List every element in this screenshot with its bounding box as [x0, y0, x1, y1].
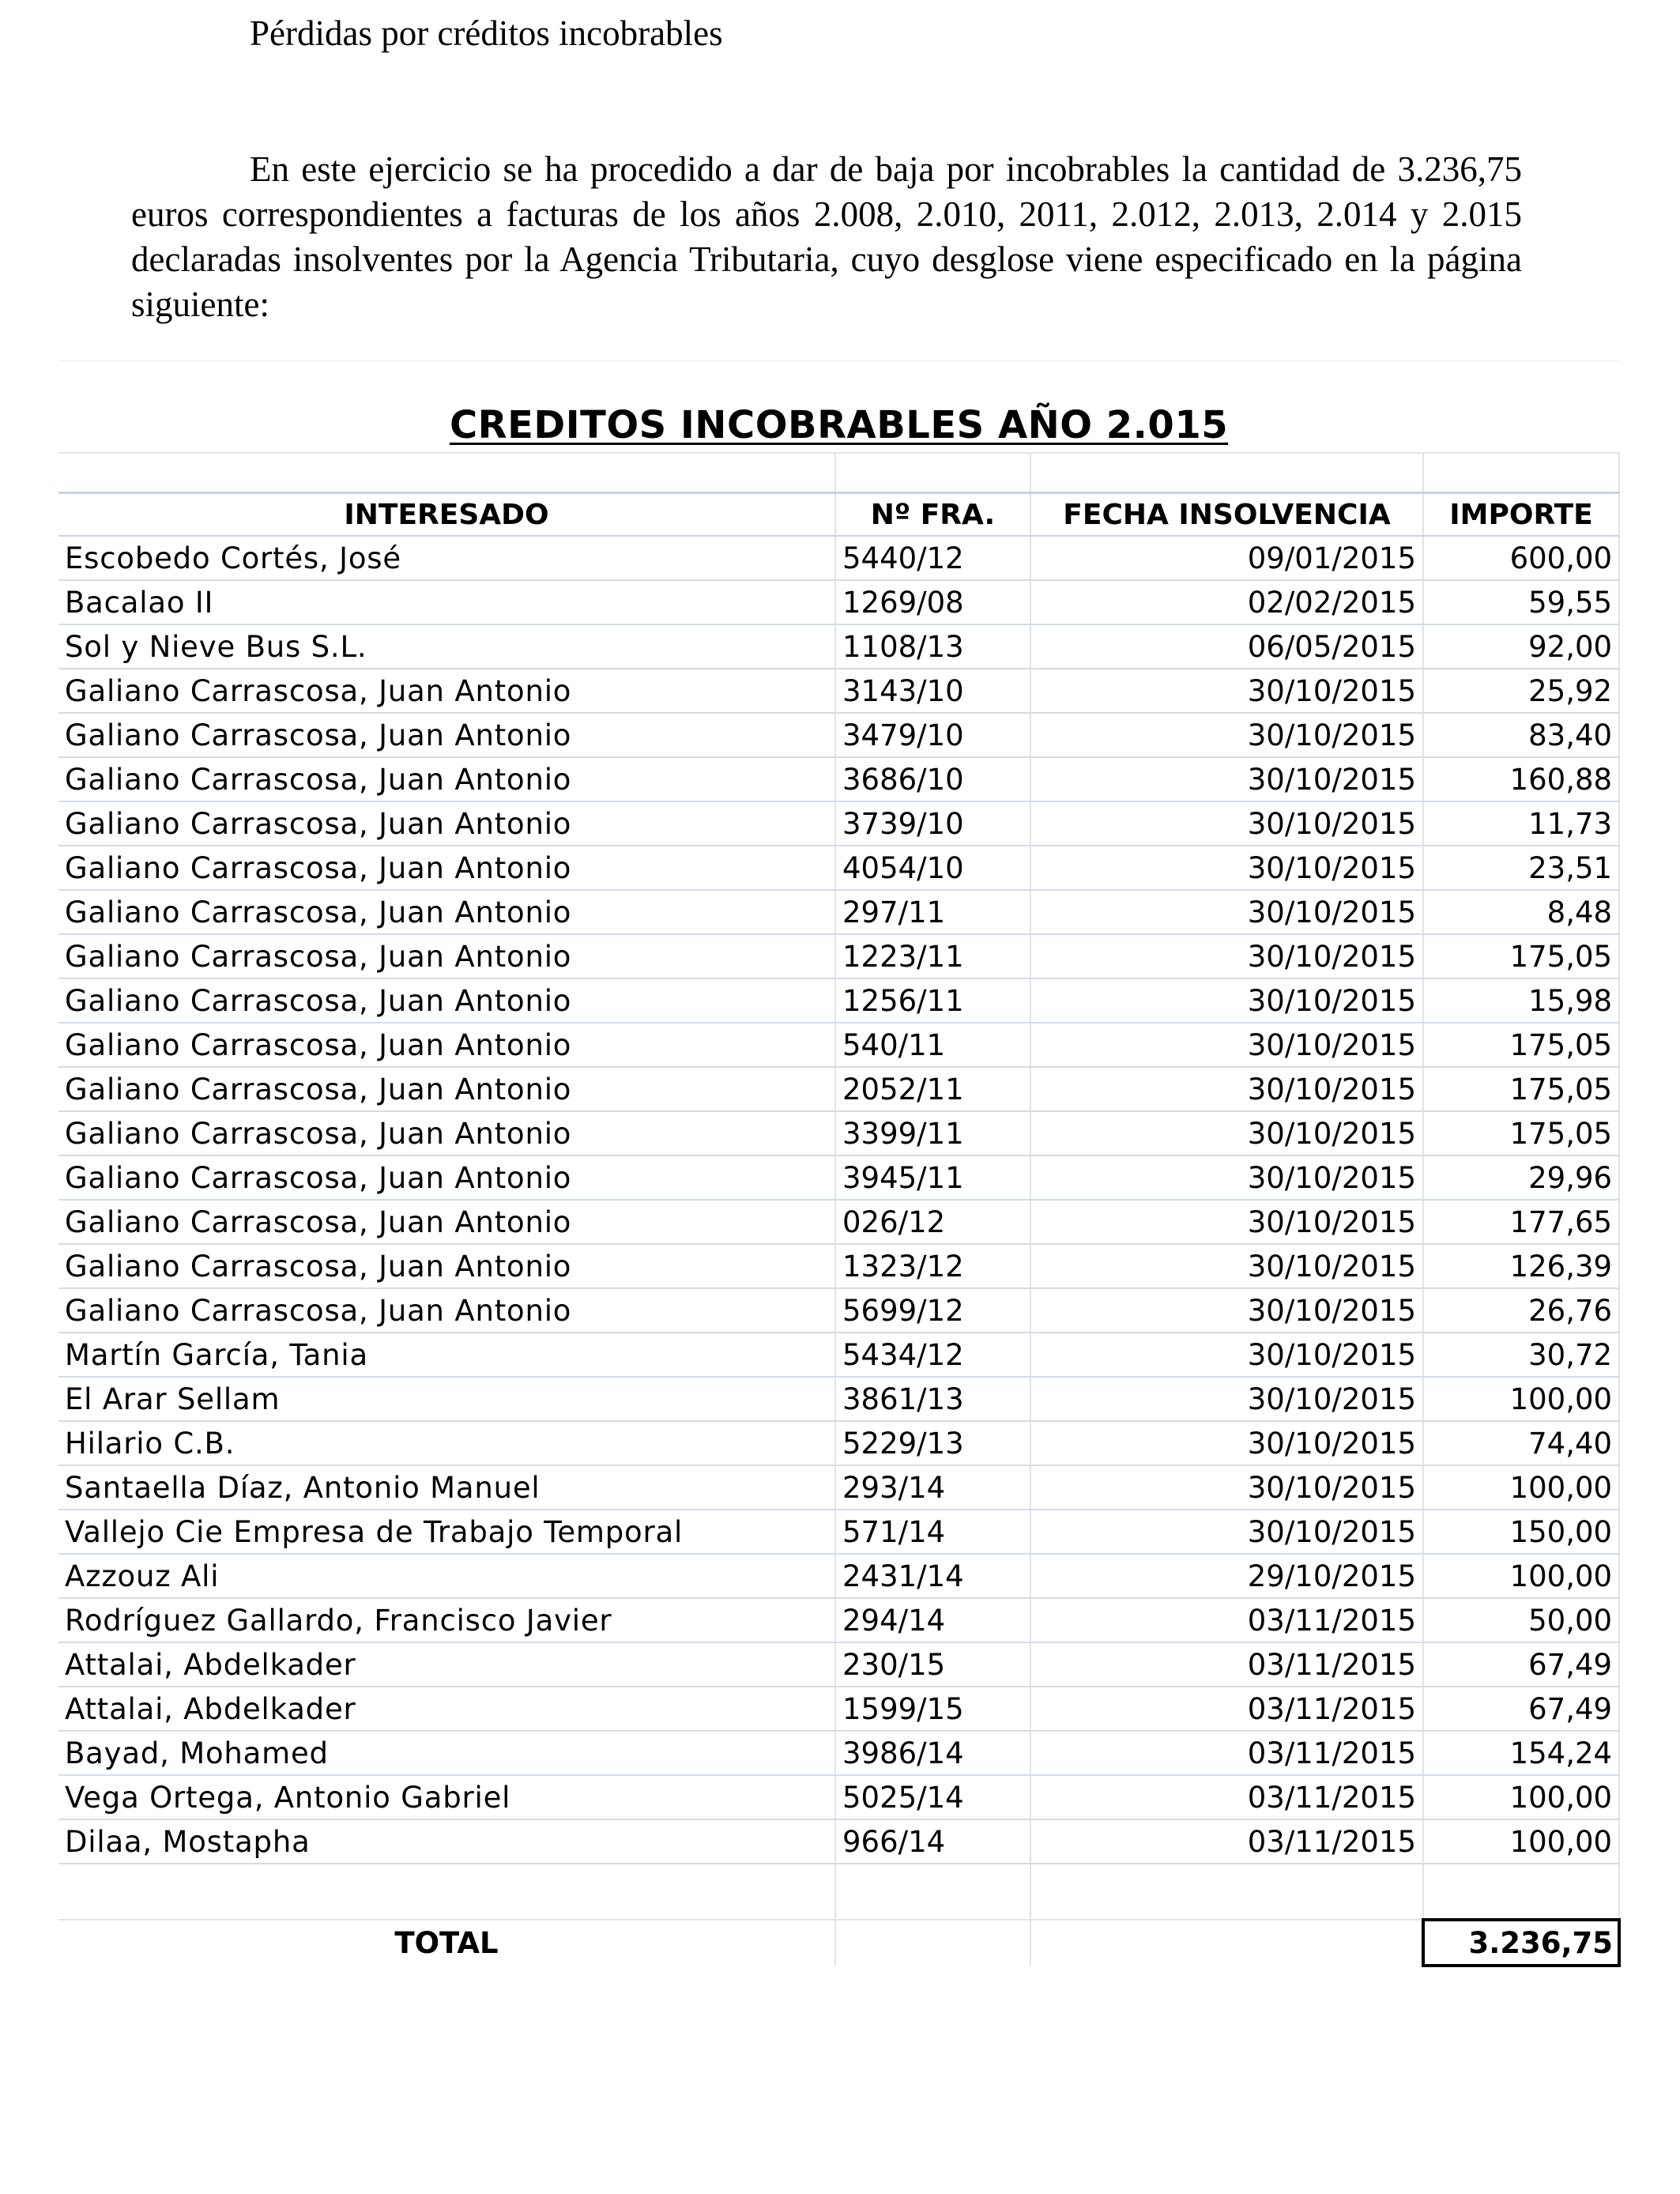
cell-numero-factura: 230/15 [835, 1642, 1030, 1687]
table-row [58, 757, 1619, 801]
cell-numero-factura: 3143/10 [835, 669, 1030, 713]
cell-fecha-insolvencia: 30/10/2015 [1030, 1421, 1423, 1465]
cell-fecha-insolvencia: 30/10/2015 [1030, 1155, 1423, 1200]
cell-importe: 74,40 [1423, 1421, 1619, 1465]
cell-numero-factura: 3686/10 [835, 757, 1030, 801]
table-row [58, 1155, 1619, 1200]
table-row [58, 1111, 1619, 1155]
cell-fecha-insolvencia: 03/11/2015 [1030, 1687, 1423, 1731]
table-row [58, 669, 1619, 713]
cell-interesado: Galiano Carrascosa, Juan Antonio [58, 978, 835, 1023]
cell-interesado: Vega Ortega, Antonio Gabriel [58, 1775, 835, 1819]
spacer-row [58, 453, 1619, 493]
cell-interesado: Galiano Carrascosa, Juan Antonio [58, 890, 835, 934]
cell-interesado: Bayad, Mohamed [58, 1731, 835, 1775]
column-header-importe: IMPORTE [1423, 493, 1619, 537]
cell-numero-factura: 3861/13 [835, 1377, 1030, 1421]
column-header-numero-factura: Nº FRA. [835, 493, 1030, 537]
cell-interesado: Galiano Carrascosa, Juan Antonio [58, 1067, 835, 1111]
cell-numero-factura: 571/14 [835, 1510, 1030, 1554]
cell-fecha-insolvencia: 29/10/2015 [1030, 1554, 1423, 1598]
cell-importe: 11,73 [1423, 801, 1619, 846]
cell-numero-factura: 3986/14 [835, 1731, 1030, 1775]
table-row [58, 1510, 1619, 1554]
cell-importe: 100,00 [1423, 1377, 1619, 1421]
cell-fecha-insolvencia: 03/11/2015 [1030, 1819, 1423, 1864]
cell-numero-factura: 5699/12 [835, 1288, 1030, 1333]
cell-importe: 100,00 [1423, 1819, 1619, 1864]
cell-importe: 83,40 [1423, 713, 1619, 757]
cell-interesado: Santaella Díaz, Antonio Manuel [58, 1465, 835, 1510]
table-title-row [58, 361, 1619, 454]
cell-numero-factura: 5229/13 [835, 1421, 1030, 1465]
cell-interesado: Galiano Carrascosa, Juan Antonio [58, 669, 835, 713]
total-value: 3.236,75 [1423, 1920, 1619, 1966]
cell-fecha-insolvencia: 03/11/2015 [1030, 1775, 1423, 1819]
cell-importe: 67,49 [1423, 1687, 1619, 1731]
table-row [58, 1731, 1619, 1775]
table-row [58, 580, 1619, 624]
cell-fecha-insolvencia: 03/11/2015 [1030, 1598, 1423, 1642]
cell-numero-factura: 5440/12 [835, 536, 1030, 580]
cell-fecha-insolvencia: 30/10/2015 [1030, 1111, 1423, 1155]
cell-fecha-insolvencia: 02/02/2015 [1030, 580, 1423, 624]
cell-interesado: Galiano Carrascosa, Juan Antonio [58, 1244, 835, 1288]
table-title: CREDITOS INCOBRABLES AÑO 2.015 [449, 403, 1229, 447]
table-row [58, 1200, 1619, 1244]
cell-fecha-insolvencia: 30/10/2015 [1030, 934, 1423, 978]
cell-fecha-insolvencia: 09/01/2015 [1030, 536, 1423, 580]
cell-importe: 26,76 [1423, 1288, 1619, 1333]
column-header-row [58, 493, 1619, 537]
cell-interesado: Bacalao II [58, 580, 835, 624]
cell-fecha-insolvencia: 30/10/2015 [1030, 713, 1423, 757]
cell-fecha-insolvencia: 30/10/2015 [1030, 1067, 1423, 1111]
cell-numero-factura: 5025/14 [835, 1775, 1030, 1819]
cell-importe: 160,88 [1423, 757, 1619, 801]
cell-importe: 15,98 [1423, 978, 1619, 1023]
cell-interesado: Galiano Carrascosa, Juan Antonio [58, 757, 835, 801]
table-row [58, 1377, 1619, 1421]
cell-interesado: Attalai, Abdelkader [58, 1642, 835, 1687]
cell-numero-factura: 966/14 [835, 1819, 1030, 1864]
cell-interesado: Galiano Carrascosa, Juan Antonio [58, 1155, 835, 1200]
table-row [58, 846, 1619, 890]
cell-interesado: Attalai, Abdelkader [58, 1687, 835, 1731]
cell-interesado: Galiano Carrascosa, Juan Antonio [58, 1288, 835, 1333]
column-header-interesado: INTERESADO [58, 493, 835, 537]
cell-fecha-insolvencia: 30/10/2015 [1030, 1333, 1423, 1377]
table-row [58, 890, 1619, 934]
cell-numero-factura: 3479/10 [835, 713, 1030, 757]
cell-interesado: Galiano Carrascosa, Juan Antonio [58, 801, 835, 846]
cell-importe: 175,05 [1423, 1023, 1619, 1067]
cell-interesado: Dilaa, Mostapha [58, 1819, 835, 1864]
cell-numero-factura: 1108/13 [835, 624, 1030, 669]
cell-importe: 67,49 [1423, 1642, 1619, 1687]
cell-interesado: Galiano Carrascosa, Juan Antonio [58, 1200, 835, 1244]
cell-interesado: Azzouz Ali [58, 1554, 835, 1598]
cell-importe: 30,72 [1423, 1333, 1619, 1377]
cell-fecha-insolvencia: 30/10/2015 [1030, 1023, 1423, 1067]
cell-interesado: Hilario C.B. [58, 1421, 835, 1465]
cell-numero-factura: 5434/12 [835, 1333, 1030, 1377]
cell-numero-factura: 1269/08 [835, 580, 1030, 624]
cell-importe: 92,00 [1423, 624, 1619, 669]
cell-importe: 154,24 [1423, 1731, 1619, 1775]
cell-importe: 600,00 [1423, 536, 1619, 580]
cell-numero-factura: 297/11 [835, 890, 1030, 934]
cell-fecha-insolvencia: 30/10/2015 [1030, 1465, 1423, 1510]
cell-interesado: Galiano Carrascosa, Juan Antonio [58, 713, 835, 757]
cell-importe: 175,05 [1423, 1067, 1619, 1111]
body-paragraph: En este ejercicio se ha procedido a dar de baja por incobrables la cantidad de 3.236,75 euros correspondientes a facturas de los años 2.008, 2.010, 2011, 2.012, 2.013, 2.014 y 2.015 declaradas insolventes por la Agencia Tributaria, cuyo desglose viene especificado en la página siguiente: [131, 149, 1522, 324]
table-row [58, 1333, 1619, 1377]
cell-interesado: Galiano Carrascosa, Juan Antonio [58, 1023, 835, 1067]
cell-numero-factura: 2052/11 [835, 1067, 1030, 1111]
spreadsheet-table [58, 360, 1619, 1967]
cell-importe: 25,92 [1423, 669, 1619, 713]
cell-importe: 126,39 [1423, 1244, 1619, 1288]
section-heading: Pérdidas por créditos incobrables [250, 13, 723, 53]
cell-fecha-insolvencia: 30/10/2015 [1030, 757, 1423, 801]
cell-importe: 175,05 [1423, 1111, 1619, 1155]
cell-numero-factura: 3945/11 [835, 1155, 1030, 1200]
cell-numero-factura: 1256/11 [835, 978, 1030, 1023]
cell-fecha-insolvencia: 30/10/2015 [1030, 669, 1423, 713]
total-row [58, 1920, 1619, 1966]
cell-importe: 100,00 [1423, 1554, 1619, 1598]
cell-interesado: Galiano Carrascosa, Juan Antonio [58, 1111, 835, 1155]
cell-interesado: Rodríguez Gallardo, Francisco Javier [58, 1598, 835, 1642]
cell-interesado: El Arar Sellam [58, 1377, 835, 1421]
cell-numero-factura: 293/14 [835, 1465, 1030, 1510]
table-row [58, 1023, 1619, 1067]
table-row [58, 1554, 1619, 1598]
table-row [58, 1421, 1619, 1465]
cell-fecha-insolvencia: 03/11/2015 [1030, 1642, 1423, 1687]
cell-interesado: Escobedo Cortés, José [58, 536, 835, 580]
cell-importe: 177,65 [1423, 1200, 1619, 1244]
cell-numero-factura: 294/14 [835, 1598, 1030, 1642]
cell-numero-factura: 540/11 [835, 1023, 1030, 1067]
cell-importe: 23,51 [1423, 846, 1619, 890]
cell-importe: 150,00 [1423, 1510, 1619, 1554]
cell-fecha-insolvencia: 30/10/2015 [1030, 801, 1423, 846]
cell-fecha-insolvencia: 30/10/2015 [1030, 978, 1423, 1023]
cell-importe: 175,05 [1423, 934, 1619, 978]
table-row [58, 1687, 1619, 1731]
cell-fecha-insolvencia: 06/05/2015 [1030, 624, 1423, 669]
table-row [58, 1598, 1619, 1642]
cell-fecha-insolvencia: 30/10/2015 [1030, 1200, 1423, 1244]
table-row [58, 1244, 1619, 1288]
cell-importe: 100,00 [1423, 1465, 1619, 1510]
cell-numero-factura: 026/12 [835, 1200, 1030, 1244]
table-row [58, 1288, 1619, 1333]
table-row [58, 978, 1619, 1023]
cell-importe: 8,48 [1423, 890, 1619, 934]
table-row [58, 624, 1619, 669]
spacer-row [58, 1864, 1619, 1920]
table-row [58, 1775, 1619, 1819]
cell-numero-factura: 4054/10 [835, 846, 1030, 890]
cell-importe: 59,55 [1423, 580, 1619, 624]
cell-interesado: Sol y Nieve Bus S.L. [58, 624, 835, 669]
cell-numero-factura: 1223/11 [835, 934, 1030, 978]
table-row [58, 1465, 1619, 1510]
cell-fecha-insolvencia: 30/10/2015 [1030, 846, 1423, 890]
cell-fecha-insolvencia: 03/11/2015 [1030, 1731, 1423, 1775]
total-label: TOTAL [58, 1920, 835, 1966]
cell-numero-factura: 3399/11 [835, 1111, 1030, 1155]
cell-importe: 100,00 [1423, 1775, 1619, 1819]
cell-interesado: Vallejo Cie Empresa de Trabajo Temporal [58, 1510, 835, 1554]
table-row [58, 934, 1619, 978]
cell-fecha-insolvencia: 30/10/2015 [1030, 890, 1423, 934]
cell-interesado: Galiano Carrascosa, Juan Antonio [58, 934, 835, 978]
cell-fecha-insolvencia: 30/10/2015 [1030, 1377, 1423, 1421]
cell-numero-factura: 2431/14 [835, 1554, 1030, 1598]
bad-debts-table [58, 360, 1621, 1967]
cell-importe: 50,00 [1423, 1598, 1619, 1642]
cell-numero-factura: 1323/12 [835, 1244, 1030, 1288]
table-row [58, 1642, 1619, 1687]
table-row [58, 1819, 1619, 1864]
cell-importe: 29,96 [1423, 1155, 1619, 1200]
table-row [58, 801, 1619, 846]
cell-fecha-insolvencia: 30/10/2015 [1030, 1288, 1423, 1333]
cell-fecha-insolvencia: 30/10/2015 [1030, 1510, 1423, 1554]
cell-fecha-insolvencia: 30/10/2015 [1030, 1244, 1423, 1288]
table-row [58, 713, 1619, 757]
column-header-fecha-insolvencia: FECHA INSOLVENCIA [1030, 493, 1423, 537]
table-row [58, 536, 1619, 580]
table-row [58, 1067, 1619, 1111]
cell-interesado: Galiano Carrascosa, Juan Antonio [58, 846, 835, 890]
cell-interesado: Martín García, Tania [58, 1333, 835, 1377]
cell-numero-factura: 3739/10 [835, 801, 1030, 846]
cell-numero-factura: 1599/15 [835, 1687, 1030, 1731]
